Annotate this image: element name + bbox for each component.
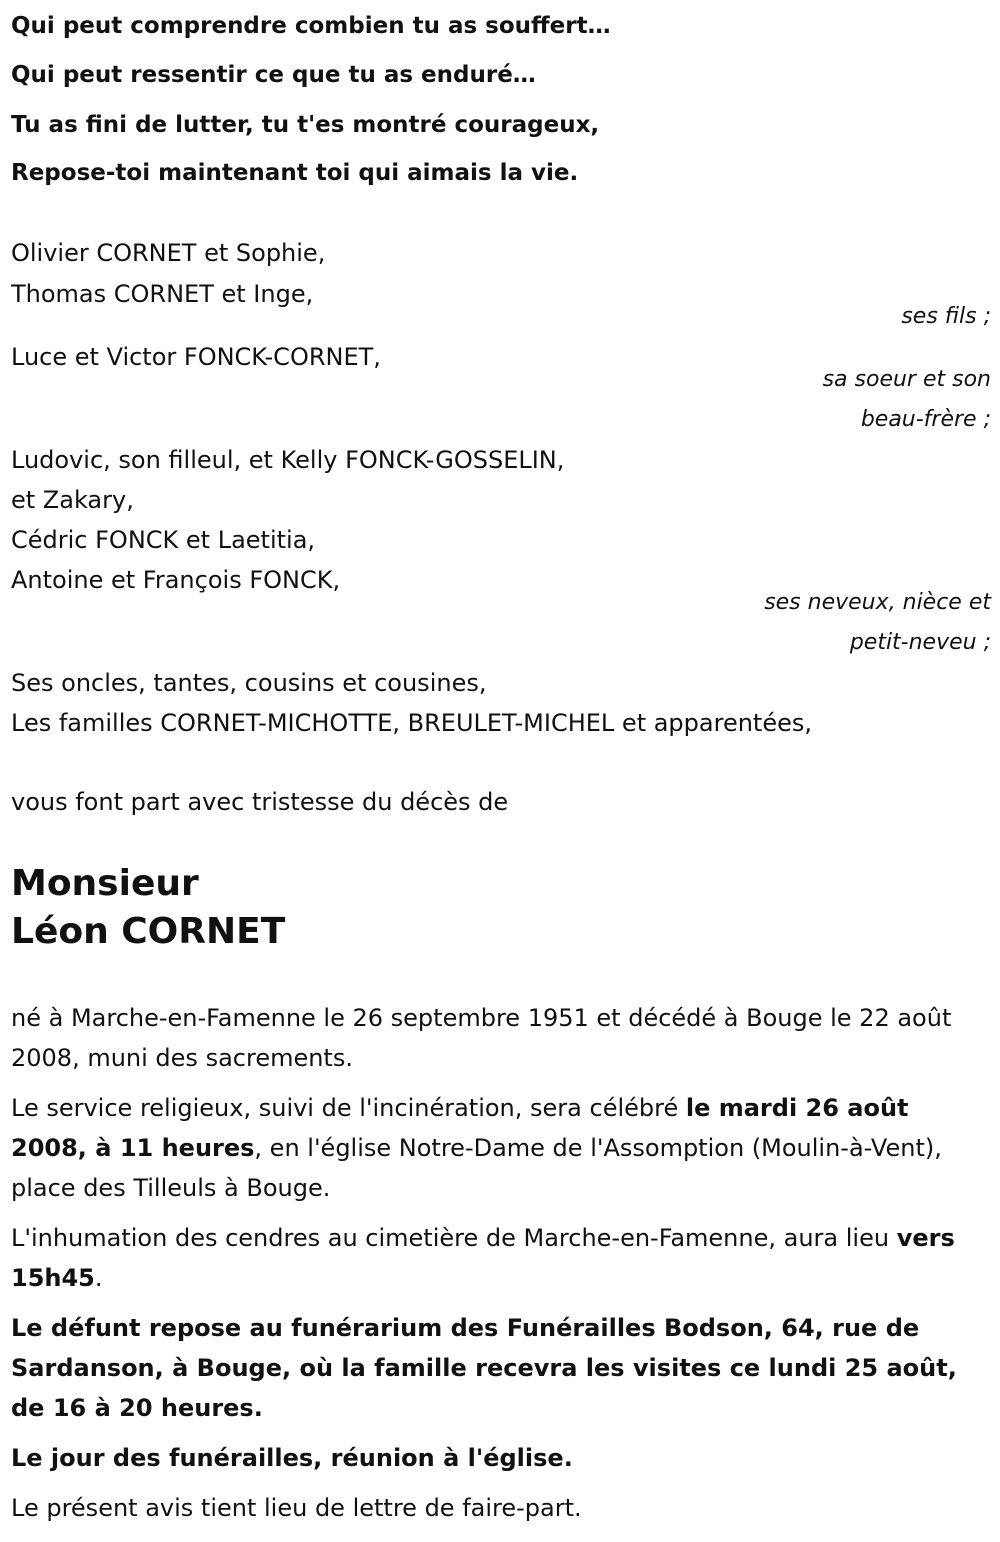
- burial-text-start: L'inhumation des cendres au cimetière de Marche-en-Famenne, aura lieu: [11, 1224, 897, 1252]
- nephew-line-4: Antoine et François FONCK,: [11, 566, 341, 594]
- sons-role: ses fils ;: [901, 304, 991, 329]
- burial-paragraph: [11, 1218, 986, 1298]
- nephews-role-line-1: ses neveux, nièce et: [764, 590, 991, 615]
- deceased-title: Monsieur: [11, 863, 199, 904]
- service-text-start: Le service religieux, suivi de l'incinération, sera célébré: [11, 1094, 686, 1122]
- nephew-line-1: Ludovic, son filleul, et Kelly FONCK-GOSSELIN,: [11, 446, 565, 474]
- sister-role-line-2: beau-frère ;: [860, 407, 991, 432]
- burial-text-end: .: [94, 1264, 103, 1292]
- sister-role-line-1: sa soeur et son: [822, 367, 991, 392]
- birth-death-paragraph: né à Marche-en-Famenne le 26 septembre 1951 et décédé à Bouge le 22 août 2008, muni des sacrements.: [11, 1004, 952, 1072]
- repose-paragraph: Le défunt repose au funérarium des Funérailles Bodson, 64, rue de Sardanson, à Bouge, où la famille recevra les visites ce lundi 25 août, de 16 à 20 heures.: [11, 1314, 957, 1422]
- poem-line-2: Qui peut ressentir ce que tu as enduré…: [11, 62, 536, 88]
- service-paragraph: [11, 1088, 986, 1208]
- meeting-paragraph: Le jour des funérailles, réunion à l'église.: [11, 1444, 573, 1472]
- poem-line-3: Tu as fini de lutter, tu t'es montré courageux,: [11, 112, 600, 138]
- nephew-line-3: Cédric FONCK et Laetitia,: [11, 526, 316, 554]
- service-text-end: , en l'église Notre-Dame de l'Assomption (Moulin-à-Vent), place des Tilleuls à Bouge.: [11, 1134, 942, 1202]
- burial-time: vers 15h45: [11, 1224, 955, 1292]
- son-line-1: Olivier CORNET et Sophie,: [11, 239, 326, 267]
- deceased-name: Léon CORNET: [11, 911, 286, 952]
- service-date: le mardi 26 août 2008, à 11 heures: [11, 1094, 909, 1162]
- son-line-2: Thomas CORNET et Inge,: [11, 280, 314, 308]
- announcement: vous font part avec tristesse du décès de: [11, 788, 509, 816]
- nephews-role-line-2: petit-neveu ;: [849, 630, 991, 655]
- notice-paragraph: Le présent avis tient lieu de lettre de faire-part.: [11, 1494, 582, 1522]
- poem-line-4: Repose-toi maintenant toi qui aimais la vie.: [11, 160, 579, 186]
- others-line-2: Les familles CORNET-MICHOTTE, BREULET-MICHEL et apparentées,: [11, 709, 812, 737]
- nephew-line-2: et Zakary,: [11, 486, 134, 514]
- sister-line: Luce et Victor FONCK-CORNET,: [11, 343, 381, 371]
- others-line-1: Ses oncles, tantes, cousins et cousines,: [11, 669, 487, 697]
- poem-line-1: Qui peut comprendre combien tu as souffert…: [11, 13, 611, 39]
